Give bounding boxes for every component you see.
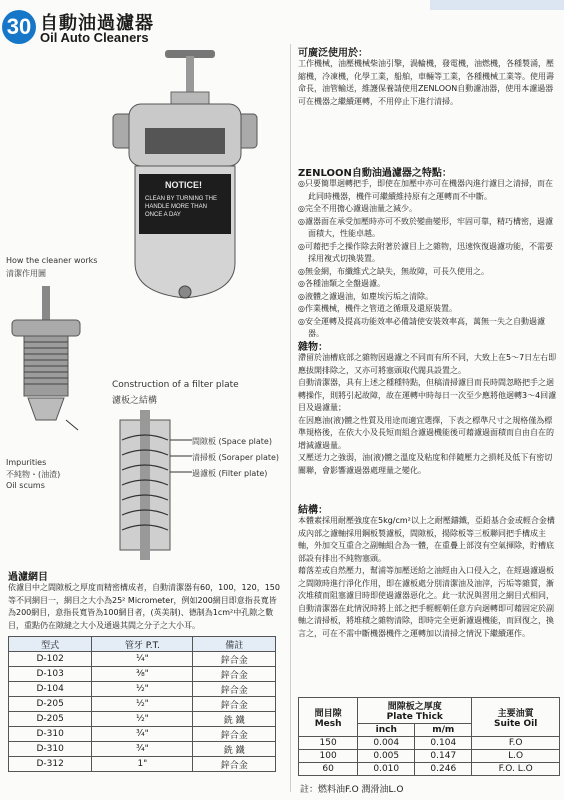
table-row [9,727,276,742]
cell-mesh: 100 [299,750,358,763]
feature-item: ◎濾器面在承受加壓時亦可不致於變曲變形，牢固可靠，精巧構密，過濾面積大，性能卓越。 [298,216,553,238]
table-header-row [9,637,276,652]
col-header-model: 型式 [9,637,92,652]
top-accent-bar [430,0,564,10]
cell-thread: ¾" [92,742,193,757]
table-row [299,737,560,750]
notice-line-2: HANDLE MORE THAN [145,204,207,210]
cell-model: D-312 [9,757,92,772]
table-row [9,712,276,727]
cell-note: 鋅合金 [193,697,276,712]
features-list [298,178,560,341]
feature-item: ◎各種油類之全盤過濾。 [298,279,385,288]
col-header-mm: m/m [415,724,472,737]
cell-model: D-103 [9,667,92,682]
column-divider [290,44,291,792]
mesh-text: 依濾目中之間隙板之厚度而精密構成者，自動清潔器有60，100，120，150等不同網目一，網目之大小為25² Micrometer，例如200網目即意指長寬皆為200網目，意指長寬皆為100網目者，(英美制)、德制為1cm²中孔隙之數目，重點仍在隙縫之大小及通過其間之分子之大小耳。 [8,583,280,630]
cell-note: 鋅合金 [193,667,276,682]
cell-note: 鋅合金 [193,682,276,697]
mesh-table-footnote: 註：燃料油F.O 潤滑油L.O [300,785,404,795]
space-plate-label: 間隙板 (Space plate) [192,437,272,446]
feature-item: ◎安全運轉及提高功能效率必備請使安裝效率高，萬無一失之自動過濾器。 [298,316,545,338]
feature-item: ◎作業機械，機件之管道之循環及還原裝置。 [298,304,457,313]
usage-text: 工作機械，油壓機械柴油引擎，渦輪機，發電機，油燃機，各種製涌，壓縮機，冷凍機，化學工業，船舶，車輛等工業，各種機械工業等。使用壽命長，油管輸送，維護保養請使用ZENLOON自動濾油器，使用本濾過器可在機器之繼續運轉，不用停止下進行清掃。 [298,59,554,106]
cell-note: 鋅合金 [193,727,276,742]
how-works-caption-zh: 清潔作用圖 [6,269,46,278]
models-table [8,636,276,772]
cell-model: D-205 [9,697,92,712]
usage-heading: 可廣泛使用於： [298,48,368,59]
cell-thread: ¾" [92,727,193,742]
table-row [9,757,276,772]
col-header-thread: 管牙 P.T. [92,637,193,652]
cell-oil: F.O [472,737,560,750]
notice-line-1: CLEAN BY TURNING THE [145,196,218,202]
cell-mm: 0.246 [415,763,472,776]
scraper-plate-label: 清掃板 (Soraper plate) [192,453,280,462]
cell-model: D-310 [9,727,92,742]
table-row [299,763,560,776]
structure-para: 本體素採用耐壓強度在5kg/cm²以上之耐壓鑄鐵，亞鉛基合金或輕合金構成內部之濾軸採用鋼板製濾板，間隙板，揚除板等三板聯同把手構成主軸，外加交互重合之副軸組合為一體，在重疊上部沒有空氣揮除，貯槽底部設有排出不純物塞頭。 [298,516,555,563]
col-header-oil: 主要油質 Suite Oil [472,698,560,737]
cell-mm: 0.147 [415,750,472,763]
table-row [9,667,276,682]
cell-mesh: 150 [299,737,358,750]
page-title-zh: 自動油過濾器 [40,13,154,34]
impurities-caption-zh: 不純物・(油渣) [6,470,61,479]
impurity-para: 自動清潔器，具有上述之種種特點，但稿清掃濾目而長時間忽略把手之迴轉操作，則將引起故障，故在運轉中時每日一次至少應將他迴轉3〜4回濾目及過濾量； [298,378,557,412]
cell-thread: ⅜" [92,667,193,682]
cell-model: D-310 [9,742,92,757]
cell-inch: 0.005 [358,750,415,763]
filter-plate-label: 過濾板 (Filter plate) [192,469,268,478]
cell-mesh: 60 [299,763,358,776]
cell-note: 鋅合金 [193,652,276,667]
col-header-inch: inch [358,724,415,737]
feature-item: ◎無金網，布纖維式之缺失，無故障，可長久使用之。 [298,266,489,276]
cell-inch: 0.010 [358,763,415,776]
table-row [9,742,276,757]
table-row [9,697,276,712]
feature-item: ◎液體之濾過油，如塵埃污垢之清除。 [298,291,433,301]
cell-thread: 1" [92,757,193,772]
feature-item: ◎只要簡單迴轉把手，即使在加壓中亦可在機器內進行濾目之清掃，而在此同時機器，機件可繼續維持原有之運轉而不中斷。 [298,179,553,201]
product-photo [105,48,265,313]
how-works-caption-en: How the cleaner works [6,256,98,265]
section-number-badge: 30 [2,10,36,44]
table-row [299,750,560,763]
mesh-heading: 過濾網目 [8,572,48,583]
cell-note: 銑 鐵 [193,742,276,757]
col-header-mesh: 間目隙 Mesh [299,698,358,737]
cell-model: D-102 [9,652,92,667]
feature-item: ◎可藉把手之操作除去附著於濾目上之雜物，迅速恢復過濾功能，不需要採用複式切換裝置。 [298,241,553,263]
notice-line-3: ONCE A DAY [145,212,181,218]
feature-item: ◎完全不用擔心濾過油量之減少。 [298,204,417,213]
construction-caption-en: Construction of a filter plate [112,380,239,390]
impurity-heading: 雜物： [298,342,328,353]
cell-thread: ¼" [92,652,193,667]
construction-caption-zh: 濾板之結構 [112,396,158,406]
table-row [9,652,276,667]
impurity-section [298,352,560,477]
impurities-caption-en: Impurities [6,458,47,467]
notice-title: NOTICE! [165,180,202,190]
col-header-thick: 間隙板之厚度 Plate Thick [358,698,472,724]
cell-note: 銑 鐵 [193,712,276,727]
cell-thread: ½" [92,712,193,727]
cell-thread: ½" [92,697,193,712]
features-heading: ZENLOON自動油過濾器之特點： [298,168,452,179]
cell-inch: 0.004 [358,737,415,750]
cell-mm: 0.104 [415,737,472,750]
cell-note: 鋅合金 [193,757,276,772]
table-row [9,682,276,697]
page-title-en: Oil Auto Cleaners [40,30,149,45]
cell-oil: F.O. L.O [472,763,560,776]
filter-plate-figure [100,410,195,560]
impurity-para: 在因應油(液)體之性質及用途而適宜選擇，下表之標準尺寸之規格僅為標準規格後，在依大小及長短而組合濾過機能後可藉濾過面積而自由自在的增減濾過量。 [298,415,554,450]
cell-oil: L.O [472,750,560,763]
structure-section [298,515,560,640]
table-header-row [299,698,560,724]
mesh-table [298,697,560,776]
cell-model: D-205 [9,712,92,727]
structure-heading: 結構： [298,505,328,516]
impurity-para: 滯留於油槽底部之雜物因過濾之不同而有所不同，大致上在5〜7日左右即應拔開排除之，又亦可將塞頭取代閥具設置之。 [298,353,557,375]
col-header-note: 備註 [193,637,276,652]
cleaner-cutaway-figure [6,280,86,460]
cell-thread: ½" [92,682,193,697]
structure-para: 藉落差或自然壓力，幫浦等加壓送給之油經由入口侵入之，在經過濾過板之間隙時進行淨化作用，即在濾板處分別清潔油及油滓，污垢等雜質，漸次堆積而阻塞濾目時即使過濾器惡化之。此一狀況與習用之網目式相同，自動清潔器在此情況時將上部之把手輕輕朝任意方向迴轉即可藉固定於副軸之清掃板，將堆積之雜物清除，即時完全更新濾過機能，而回復之，換言之，可在不需中斷機器機件之運轉加以清掃之情況下繼續運作。 [298,566,554,638]
impurity-para: 又壓送力之強弱，油(液)體之溫度及粘度和伴隨壓力之損耗及低下有密切關聯，會影響濾過器處理量之變化。 [298,453,553,475]
cell-model: D-104 [9,682,92,697]
oil-scums-caption: Oil scums [6,481,45,490]
